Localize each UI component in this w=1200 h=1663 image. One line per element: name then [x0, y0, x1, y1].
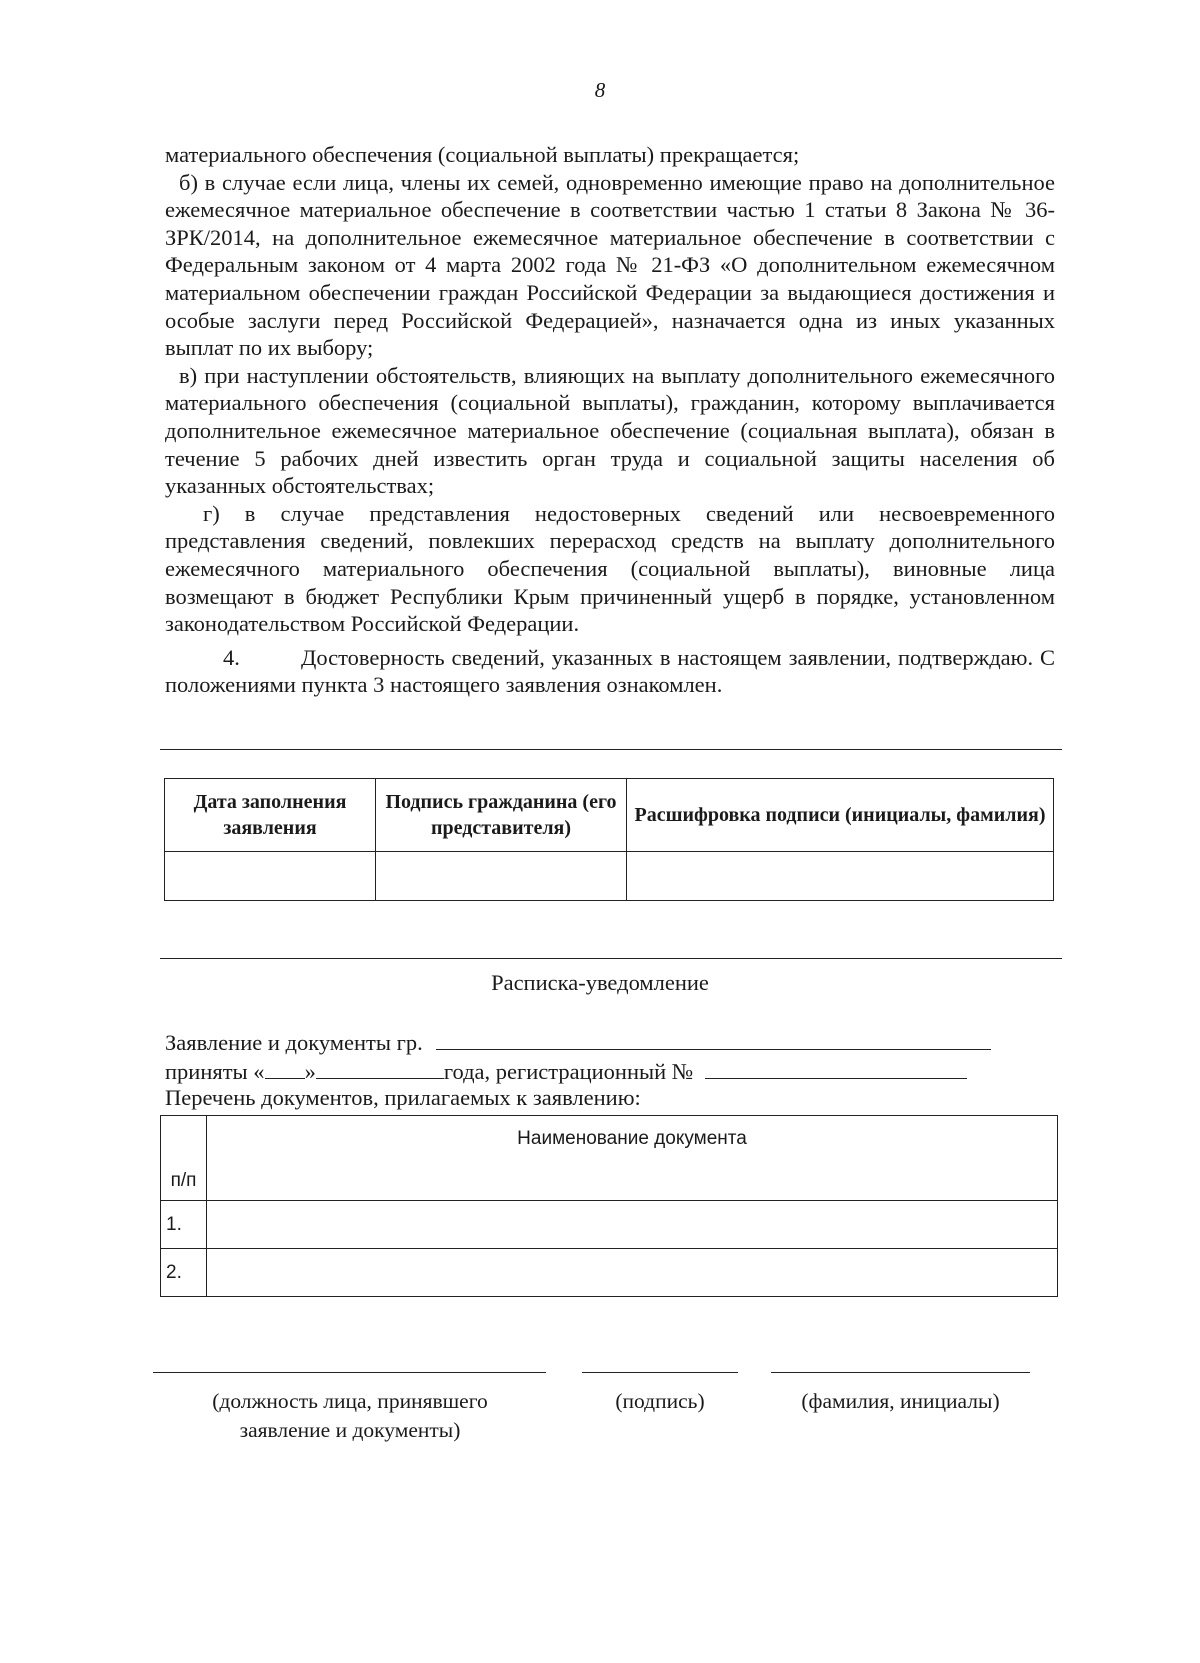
signature-decoding-cell[interactable]	[627, 852, 1054, 901]
month-field[interactable]	[316, 1056, 444, 1079]
paragraph-continuation: материального обеспечения (социальной выплаты) прекращается;	[165, 142, 800, 167]
receipt-line-1	[165, 1027, 991, 1056]
paragraph-4-number: 4.	[223, 644, 240, 670]
position-signature-line[interactable]	[153, 1372, 546, 1373]
header-fill-date: Дата заполнения заявления	[165, 779, 376, 852]
fill-date-cell[interactable]	[165, 852, 376, 901]
accepted-quote-close: »	[304, 1059, 316, 1084]
caption-position: (должность лица, принявшего заявление и документы)	[212, 1389, 488, 1442]
documents-table	[160, 1115, 1058, 1297]
paragraph-v: в) при наступлении обстоятельств, влияющих на выплату дополнительного ежемесячного материального обеспечения (социальной выплаты), гражданин, которому выплачивается дополнительное ежемесячное материальное обеспечение (социальная выплата), обязан в течение 5 рабочих дней известить орган труда и социальной защиты населения об указанных обстоятельствах;	[165, 362, 1055, 499]
caption-signature: (подпись)	[615, 1389, 705, 1413]
caption-name: (фамилия, инициалы)	[801, 1389, 1000, 1413]
body-text	[165, 141, 1055, 699]
paragraph-4	[165, 644, 1055, 699]
document-name-cell[interactable]	[207, 1201, 1058, 1249]
header-citizen-signature: Подпись гражданина (его представителя)	[376, 779, 627, 852]
day-field[interactable]	[265, 1056, 305, 1079]
registration-number-field[interactable]	[705, 1056, 967, 1079]
header-document-name: Наименование документа	[207, 1116, 1058, 1201]
year-registration-label: года, регистрационный №	[443, 1059, 694, 1084]
citizen-name-field[interactable]	[436, 1027, 991, 1050]
document-name-cell[interactable]	[207, 1249, 1058, 1297]
divider-receipt	[160, 958, 1062, 959]
receipt-line-2	[165, 1056, 967, 1085]
accepted-prefix: приняты «	[165, 1059, 265, 1084]
signature-line[interactable]	[582, 1372, 738, 1373]
documents-list-label: Перечень документов, прилагаемых к заявлению:	[165, 1085, 641, 1110]
paragraph-g: г) в случае представления недостоверных сведений или несвоевременного представления сведений, повлекших перерасход средств на выплату дополнительного ежемесячного материального обеспечения (социальной выплаты), виновные лица возмещают в бюджет Республики Крым причиненный ущерб в порядке, установленном законодательством Российской Федерации.	[165, 500, 1055, 637]
signature-table	[164, 778, 1054, 901]
row-number: 2.	[161, 1249, 207, 1297]
row-number: 1.	[161, 1201, 207, 1249]
receipt-title: Расписка-уведомление	[491, 970, 709, 995]
header-row-number: п/п	[161, 1116, 207, 1201]
page-number: 8	[594, 78, 606, 102]
name-signature-line[interactable]	[771, 1372, 1030, 1373]
citizen-signature-cell[interactable]	[376, 852, 627, 901]
paragraph-4-text: Достоверность сведений, указанных в настоящем заявлении, подтверждаю. С положениями пункта 3 настоящего заявления ознакомлен.	[165, 644, 1055, 698]
citizen-label: Заявление и документы гр.	[165, 1030, 423, 1055]
header-signature-decoding: Расшифровка подписи (инициалы, фамилия)	[627, 779, 1054, 852]
paragraph-b: б) в случае если лица, члены их семей, одновременно имеющие право на дополнительное ежемесячное материальное обеспечение в соответствии частью 1 статьи 8 Закона № 36-ЗРК/2014, на дополнительное ежемесячное материальное обеспечение в соответствии с Федеральным законом от 4 марта 2002 года № 21-ФЗ «О дополнительном ежемесячном материальном обеспечении граждан Российской Федерации за выдающиеся достижения и особые заслуги перед Российской Федерацией», назначается одна из иных указанных выплат по их выбору;	[165, 169, 1055, 361]
divider-top	[160, 749, 1062, 750]
